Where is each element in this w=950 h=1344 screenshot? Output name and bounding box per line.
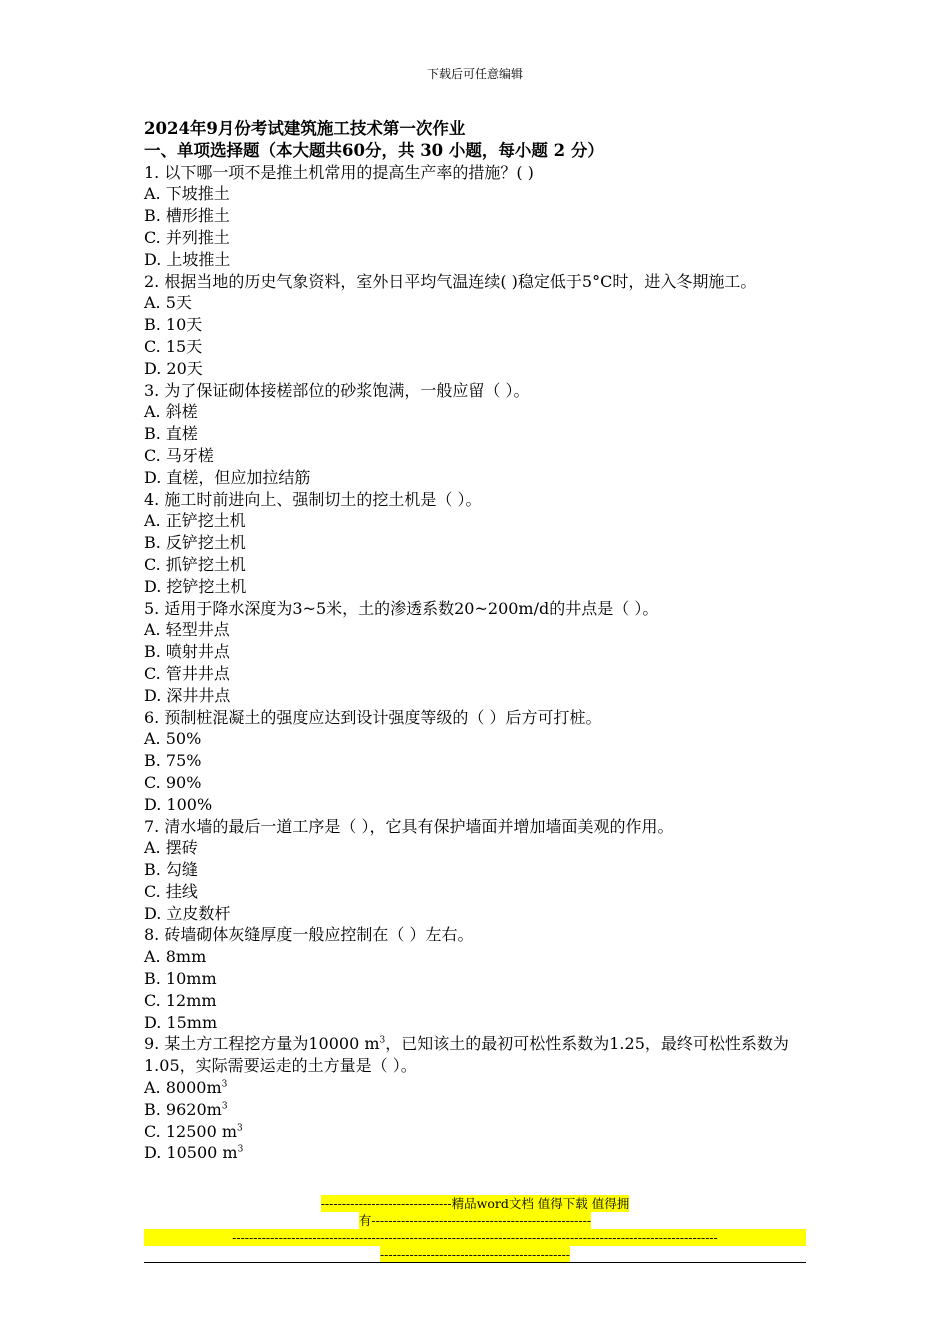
question-text: 1. 以下哪一项不是推土机常用的提高生产率的措施？( ) bbox=[144, 162, 534, 182]
answer-option: C. 挂线 bbox=[144, 881, 198, 901]
answer-option: A. 轻型井点 bbox=[144, 620, 230, 640]
footer-line-1: -------------------------------精品word文档 值得下载 值得拥 bbox=[320, 1196, 630, 1211]
answer-option: D. 深井井点 bbox=[144, 685, 231, 705]
answer-option: A. 摆砖 bbox=[144, 838, 198, 858]
answer-option: A. 5天 bbox=[144, 293, 192, 313]
answer-option: C. 12mm bbox=[144, 990, 217, 1010]
answer-option: B. 75% bbox=[144, 751, 202, 771]
answer-option: C. 并列推土 bbox=[144, 227, 230, 247]
answer-option: A. 下坡推土 bbox=[144, 184, 230, 204]
footer-line-2: 有---------------------------------------------------- bbox=[358, 1213, 592, 1228]
answer-option: B. 10天 bbox=[144, 315, 203, 335]
answer-option: B. 勾缝 bbox=[144, 860, 198, 880]
answer-option: D. 上坡推土 bbox=[144, 249, 231, 269]
answer-option: A. 斜槎 bbox=[144, 402, 198, 422]
answer-option: D. 100% bbox=[144, 794, 213, 814]
answer-option: D. 20天 bbox=[144, 358, 203, 378]
footer-line-4: --------------------------------------------- bbox=[379, 1247, 571, 1262]
answer-option: A. 8mm bbox=[144, 947, 207, 967]
answer-option: C. 15天 bbox=[144, 336, 203, 356]
answer-option: D. 10500 $m^3$ bbox=[144, 1143, 244, 1163]
question-list bbox=[144, 162, 806, 1165]
answer-option: B. 槽形推土 bbox=[144, 206, 230, 226]
footer-divider bbox=[144, 1262, 806, 1263]
answer-option: B. 喷射井点 bbox=[144, 642, 230, 662]
document-title: 2024年9月份考试建筑施工技术第一次作业 bbox=[144, 119, 466, 138]
question-text: 5. 适用于降水深度为3~5米，土的渗透系数20~200m/d的井点是（ ）。 bbox=[144, 598, 659, 618]
footer-line-3: ------------------------------------------------------------------------------------------------------------------- bbox=[144, 1229, 806, 1246]
page-footer bbox=[144, 1195, 806, 1263]
question-text: 3. 为了保证砌体接槎部位的砂浆饱满，一般应留（ ）。 bbox=[144, 380, 530, 400]
answer-option: B. $9620m^3$ bbox=[144, 1099, 228, 1119]
question-text: 2. 根据当地的历史气象资料，室外日平均气温连续( )稳定低于5°C时，进入冬期施工。 bbox=[144, 271, 757, 291]
question-text: 9. 某土方工程挖方量为10000 $m^3$，已知该土的最初可松性系数为1.25，最终可松性系数为1.05，实际需要运走的土方量是（ ）。 bbox=[144, 1034, 789, 1076]
answer-option: D. 立皮数杆 bbox=[144, 903, 231, 923]
answer-option: C. 12500 $m^3$ bbox=[144, 1121, 243, 1141]
question-text: 7. 清水墙的最后一道工序是（ ），它具有保护墙面并增加墙面美观的作用。 bbox=[144, 816, 674, 836]
question-text: 6. 预制桩混凝土的强度应达到设计强度等级的（ ）后方可打桩。 bbox=[144, 707, 602, 727]
answer-option: D. 15mm bbox=[144, 1012, 218, 1032]
question-text: 8. 砖墙砌体灰缝厚度一般应控制在（ ）左右。 bbox=[144, 925, 474, 945]
section-heading: 一、单项选择题（本大题共60分，共 30 小题，每小题 2 分） bbox=[144, 140, 604, 160]
answer-option: A. $8000m^3$ bbox=[144, 1078, 228, 1098]
answer-option: B. 反铲挖土机 bbox=[144, 533, 246, 553]
answer-option: A. 正铲挖土机 bbox=[144, 511, 246, 531]
answer-option: B. 10mm bbox=[144, 969, 217, 989]
document-body bbox=[144, 118, 806, 1164]
answer-option: C. 90% bbox=[144, 772, 202, 792]
answer-option: C. 管井井点 bbox=[144, 663, 230, 683]
answer-option: C. 抓铲挖土机 bbox=[144, 554, 246, 574]
answer-option: A. 50% bbox=[144, 729, 202, 749]
answer-option: D. 直槎，但应加拉结筋 bbox=[144, 467, 311, 487]
answer-option: D. 挖铲挖土机 bbox=[144, 576, 247, 596]
page-header: 下载后可任意编辑 bbox=[426, 67, 523, 81]
question-text: 4. 施工时前进向上、强制切土的挖土机是（ ）。 bbox=[144, 489, 482, 509]
answer-option: B. 直槎 bbox=[144, 424, 198, 444]
answer-option: C. 马牙槎 bbox=[144, 445, 214, 465]
